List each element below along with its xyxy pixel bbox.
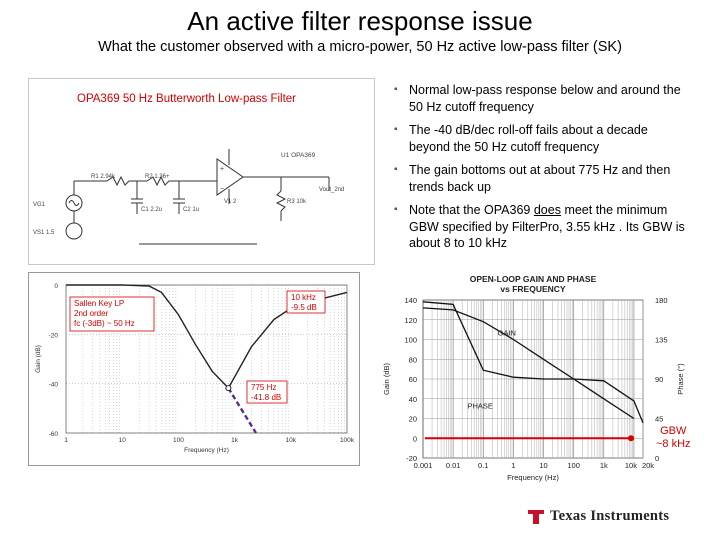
x-tick-label: 10 (118, 437, 126, 444)
legend-text: Sallen Key LP (74, 299, 125, 308)
olg-y2-tick: 45 (655, 414, 664, 424)
bullet-item: ▪ The -40 dB/dec roll-off fails about a decade beyond the 50 Hz cutoff frequency (394, 123, 648, 154)
schematic-panel (28, 78, 375, 265)
c1-label: C1 2.2u (141, 207, 163, 213)
olg-y-tick: 140 (404, 296, 417, 305)
y-axis-label: Gain (dB) (35, 345, 42, 373)
olg-y-tick: 120 (404, 315, 417, 325)
slide-subtitle: What the customer observed with a micro-power, 50 Hz active low-pass filter (SK) (98, 39, 622, 55)
r2-label: R2 1.36+ (145, 174, 170, 180)
olg-x-tick: 10k (624, 461, 637, 470)
c2-label: C2 1u (183, 207, 200, 213)
olg-y-tick: 40 (408, 394, 417, 404)
rl-label: R3 10k (287, 199, 307, 205)
supply-source (66, 223, 82, 239)
olg-x-axis-label: Frequency (Hz) (507, 473, 559, 482)
bullet-item: ▪ The gain bottoms out at about 775 Hz and then trends back up (394, 163, 671, 194)
bullet-item: ▪ Note that the OPA369 does meet the minimum GBW specified by FilterPro, 3.55 kHz . Its GBW is about 8 to 10 kHz (394, 203, 685, 250)
y-tick-label: -40 (48, 381, 58, 389)
olg-y-tick: 0 (412, 434, 417, 444)
underlined-word: does (533, 203, 561, 217)
annotation-775-text: 775 Hz (251, 383, 277, 392)
y-tick-label: 0 (54, 283, 58, 290)
olg-y-tick: 80 (408, 355, 417, 365)
x-tick-label: 100 (172, 437, 184, 444)
schematic-title: OPA369 50 Hz Butterworth Low-pass Filter (77, 93, 297, 105)
olg-x-tick: 0.1 (478, 461, 489, 470)
olg-y-axis-label: Gain (dB) (382, 362, 391, 396)
olg-y-tick: -20 (406, 454, 417, 463)
ti-logo-text: Texas Instruments (550, 508, 670, 524)
v1-label: V1 2 (224, 199, 237, 205)
olg-x-tick: 1 (511, 461, 516, 470)
bode-panel (28, 272, 360, 466)
annotation-775-text: -41.8 dB (251, 393, 282, 402)
olg-y2-tick: 90 (655, 375, 664, 384)
annotation-10k-text: 10 kHz (291, 293, 316, 302)
slide-title: An active filter response issue (187, 6, 533, 36)
vg-label: VG1 (33, 202, 46, 208)
olg-title: OPEN-LOOP GAIN AND PHASE (469, 274, 597, 284)
olg-x-tick: 20k (641, 461, 655, 470)
gbw-annotation: GBW ~8 kHz (656, 425, 691, 450)
gbw-marker (628, 435, 634, 441)
legend-text: 2nd order (74, 309, 109, 318)
olg-x-tick: 0.01 (445, 461, 461, 470)
olg-y-tick: 20 (408, 414, 417, 424)
olg-x-tick: 100 (567, 461, 580, 470)
schematic-drawing (29, 79, 374, 264)
opamp-label: U1 OPA369 (281, 152, 316, 159)
x-axis-label: Frequency (Hz) (184, 447, 229, 454)
olg-y-tick: 60 (408, 375, 417, 384)
resistor-rl (277, 191, 285, 211)
olg-x-tick: 10 (539, 461, 548, 470)
vs-label: VS1 1.5 (33, 230, 55, 236)
annotation-10k-text: -9.5 dB (291, 303, 317, 312)
gain-label: GAIN (497, 328, 516, 338)
x-tick-label: 1k (231, 437, 239, 444)
svg-text:+: + (220, 166, 225, 173)
bullet-item: ▪ Normal low-pass response below and around the 50 Hz cutoff frequency (394, 83, 681, 114)
phase-label: PHASE (467, 401, 493, 411)
x-tick-label: 10k (285, 437, 297, 444)
r1-label: R1 2.94k (91, 174, 116, 180)
olg-title: vs FREQUENCY (500, 284, 566, 294)
olg-y2-tick: 135 (655, 335, 668, 345)
olg-y2-tick: 180 (655, 296, 668, 305)
olg-y2-tick: 0 (655, 454, 660, 463)
olg-y2-axis-label: Phase (°) (676, 363, 685, 395)
marker-775 (226, 386, 231, 391)
bullet-list (392, 82, 692, 259)
olg-panel (383, 272, 695, 490)
svg-text:−: − (220, 186, 225, 193)
y-tick-label: -60 (48, 431, 58, 438)
olg-chart (383, 272, 695, 490)
legend-text: fc (-3dB) ~ 50 Hz (74, 319, 135, 328)
vout-label: Vout_2nd (319, 187, 345, 193)
olg-y-tick: 100 (404, 335, 417, 345)
x-tick-label: 100k (339, 437, 355, 444)
bode-chart (29, 273, 359, 465)
y-tick-label: -20 (48, 332, 58, 340)
olg-x-tick: 0.001 (413, 461, 433, 470)
x-tick-label: 1 (64, 437, 68, 444)
olg-x-tick: 1k (599, 461, 608, 470)
